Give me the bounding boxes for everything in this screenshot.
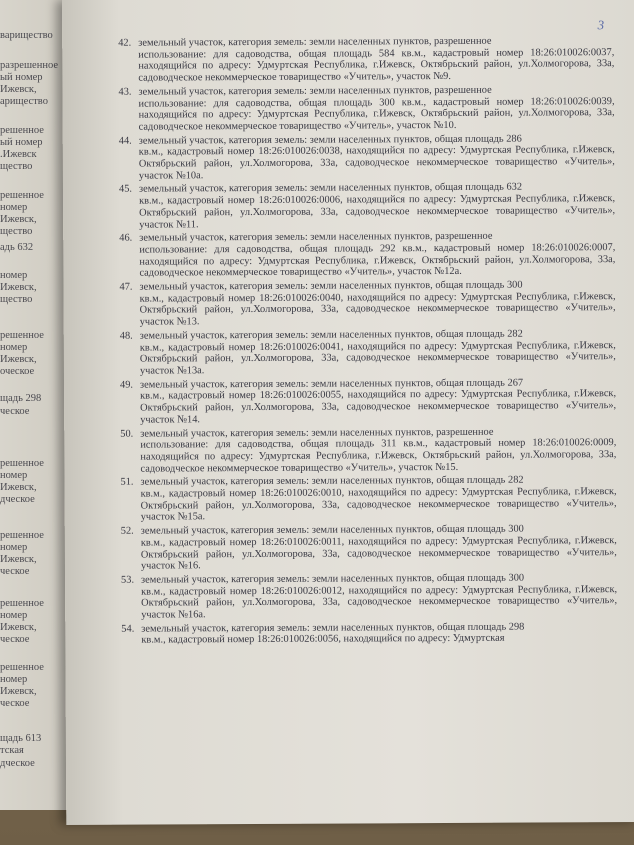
left-page-text-fragment: номер	[0, 610, 28, 621]
left-page-text-fragment: ый номер	[0, 137, 43, 148]
left-page-text-fragment: щество	[0, 161, 33, 172]
left-page-text-fragment: щество	[0, 226, 33, 237]
left-page-text-fragment: ческое	[0, 634, 30, 645]
list-item-number: 54.	[121, 623, 135, 635]
left-page-text-fragment: Ижевск,	[0, 214, 37, 225]
list-item-continuation: использование: для садоводства, общая площадь 584 кв.м., кадастровый номер 18:26:010026:0037, находящийся по адресу: Удмуртская Республика, г.Ижевск, Октябрьский район, ул.Холмогорова, 33а, садоводческое некоммерческое товарищество «Учитель», участок №9.	[138, 46, 615, 84]
list-item-continuation: кв.м., кадастровый номер 18:26:010026:0041, находящийся по адресу: Удмуртская Республика, г.Ижевск, Октябрьский район, ул.Холмогорова, 33а, садоводческое некоммерческое товарищество «Учитель», участок №13а.	[139, 339, 616, 377]
left-page-text-fragment: номер	[0, 202, 28, 213]
list-item-text: земельный участок, категория земель: земли населенных пунктов, общая площадь 300	[141, 572, 525, 586]
left-page-text-fragment: ческое	[0, 406, 30, 417]
left-page-text-fragment: номер	[0, 470, 28, 481]
list-item-continuation: кв.м., кадастровый номер 18:26:010026:0038, находящийся по адресу: Удмуртская Республика, г.Ижевск, Октябрьский район, ул.Холмогорова, 33а, садоводческое некоммерческое товарищество «Учитель», участок №10а.	[138, 144, 615, 182]
left-page-text-fragment: номер	[0, 270, 28, 281]
list-item-text: земельный участок, категория земель: земли населенных пунктов, общая площадь 267	[139, 377, 524, 391]
left-page-text-fragment: щадь 298	[0, 393, 42, 404]
list-item-text: земельный участок, категория земель: земли населенных пунктов, общая площадь 632	[138, 182, 523, 196]
left-page-text-fragment: щество	[0, 294, 33, 305]
left-page-text-fragment: разрешенное	[0, 60, 58, 71]
list-item-text: земельный участок, категория земель: земли населенных пунктов, общая площадь 298	[141, 621, 525, 635]
list-item	[121, 523, 617, 572]
left-page-text-fragment: номер	[0, 674, 28, 685]
list-item	[121, 621, 617, 647]
list-item-continuation: использование: для садоводства, общая площадь 311 кв.м., кадастровый номер 18:26:010026:0009, находящийся по адресу: Удмуртская Республика, г.Ижевск, Октябрьский район, ул.Холмогорова, 33а, садоводческое некоммерческое товарищество «Учитель», участок №15.	[140, 437, 617, 475]
list-item-text: земельный участок, категория земель: земли населенных пунктов, разрешенное	[140, 426, 494, 440]
left-page-text-fragment: Ижевск,	[0, 282, 37, 293]
list-item-continuation: кв.м., кадастровый номер 18:26:010026:0040, находящийся по адресу: Удмуртская Республика, г.Ижевск, Октябрьский район, ул.Холмогорова, 33а, садоводческое некоммерческое товарищество «Учитель», участок №13.	[139, 290, 616, 328]
list-item	[120, 377, 616, 426]
list-item	[120, 474, 616, 523]
left-page-text-fragment: Ижевск,	[0, 622, 37, 633]
list-item-number: 42.	[118, 37, 132, 49]
list-item	[120, 426, 616, 475]
list-item	[120, 328, 616, 377]
list-item	[121, 572, 617, 621]
list-item-number: 50.	[120, 428, 134, 440]
left-page-text-fragment: номер	[0, 342, 28, 353]
list-item-continuation: использование: для садоводства, общая площадь 292 кв.м., кадастровый номер 18:26:010026:0007, находящийся по адресу: Удмуртская Республика, г.Ижевск, Октябрьский район, ул.Холмогорова, 33а, садоводческое некоммерческое товарищество «Учитель», участок №12а.	[139, 242, 616, 279]
left-page-text-fragment: решенное	[0, 458, 44, 469]
left-page-text-fragment: решенное	[0, 330, 44, 341]
list-item-text: земельный участок, категория земель: земли населенных пунктов, разрешенное	[139, 230, 493, 244]
list-item-continuation: использование: для садоводства, общая площадь 300 кв.м., кадастровый номер 18:26:010026:0039, находящийся по адресу: Удмуртская Республика, г.Ижевск, Октябрьский район, ул.Холмогорова, 33а, садоводческое некоммерческое товарищество «Учитель», участок №10.	[138, 95, 615, 133]
left-page-text-fragment: очеcкое	[0, 366, 35, 377]
list-item-continuation: кв.м., кадастровый номер 18:26:010026:0056, находящийся по адресу: Удмуртская	[141, 633, 505, 647]
list-item-continuation: кв.м., кадастровый номер 18:26:010026:0055, находящийся по адресу: Удмуртская Республика, г.Ижевск, Октябрьский район, ул.Холмогорова, 33а, садоводческое некоммерческое товарищество «Учитель», участок №14.	[140, 388, 617, 426]
list-item-text: земельный участок, категория земель: земли населенных пунктов, разрешенное	[138, 84, 492, 98]
left-page-text-fragment: .Ижевск	[0, 149, 37, 160]
list-item-text: земельный участок, категория земель: земли населенных пунктов, общая площадь 282	[139, 328, 523, 342]
document-page	[62, 0, 634, 825]
left-page-text-fragment: дческое	[0, 494, 35, 505]
left-page-text-fragment: решенное	[0, 530, 44, 541]
left-page-text-fragment: решенное	[0, 190, 44, 201]
list-item-continuation: кв.м., кадастровый номер 18:26:010026:0010, находящийся по адресу: Удмуртская Республика, г.Ижевск, Октябрьский район, ул.Холмогорова, 33а, садоводческое некоммерческое товарищество «Учитель», участок №15а.	[140, 486, 617, 524]
left-page-text-fragment: решенное	[0, 598, 44, 609]
list-item	[118, 35, 614, 84]
list-item	[119, 182, 615, 231]
land-plot-list	[118, 35, 617, 649]
left-page-text-fragment: адь 632	[0, 242, 34, 253]
list-item-number: 46.	[119, 232, 133, 244]
left-page-text-fragment: ариществo	[0, 96, 48, 107]
left-page-text-fragment: ческое	[0, 566, 30, 577]
left-page-text-fragment: номер	[0, 542, 28, 553]
left-page-text-fragment: Ижевск,	[0, 84, 37, 95]
list-item-number: 47.	[119, 281, 133, 293]
left-page-text-fragment: Ижевск,	[0, 354, 37, 365]
list-item-text: земельный участок, категория земель: земли населенных пунктов, общая площадь 300	[140, 523, 524, 537]
list-item-text: земельный участок, категория земель: земли населенных пунктов, общая площадь 300	[139, 279, 523, 293]
left-page-text-fragment: дческое	[0, 758, 35, 769]
list-item-text: земельный участок, категория земель: земли населенных пунктов, общая площадь 282	[140, 474, 524, 488]
list-item-text: земельный участок, категория земель: земли населенных пунктов, разрешенное	[138, 35, 492, 49]
left-page-text-fragment: тская	[0, 745, 24, 756]
list-item	[118, 84, 614, 133]
left-page-text-fragment: щадь 613	[0, 733, 42, 744]
list-item-continuation: кв.м., кадастровый номер 18:26:010026:0012, находящийся по адресу: Удмуртская Республика, г.Ижевск, Октябрьский район, ул.Холмогорова, 33а, садоводческое некоммерческое товарищество «Учитель», участок №16а.	[141, 583, 618, 621]
list-item	[119, 133, 615, 182]
list-item-number: 48.	[119, 330, 133, 342]
list-item-continuation: кв.м., кадастровый номер 18:26:010026:0011, находящийся по адресу: Удмуртская Республика, г.Ижевск, Октябрьский район, ул.Холмогорова, 33а, садоводческое некоммерческое товарищество «Учитель», участок №16.	[140, 534, 617, 572]
list-item	[119, 279, 615, 328]
left-page-text-fragment: варищество	[0, 30, 53, 41]
list-item-number: 43.	[118, 86, 132, 98]
left-page-text-fragment: решенное	[0, 125, 44, 136]
list-item-number: 51.	[120, 476, 134, 489]
left-page-text-fragment: Ижевск,	[0, 482, 37, 493]
left-page-text-fragment: ый номер	[0, 72, 43, 83]
list-item-number: 49.	[119, 379, 134, 391]
list-item-number: 45.	[118, 184, 133, 196]
list-item-number: 53.	[121, 574, 135, 586]
list-item-number: 52.	[120, 525, 134, 537]
page-number: 3	[597, 17, 605, 33]
left-page-text-fragment: решенное	[0, 662, 44, 673]
list-item	[119, 230, 615, 279]
list-item-continuation: кв.м., кадастровый номер 18:26:010026:0006, находящийся по адресу: Удмуртская Республика, г.Ижевск, Октябрьский район, ул.Холмогорова, 33а, садоводческое некоммерческое товарищество «Учитель», участок №11.	[139, 193, 616, 231]
list-item-number: 44.	[118, 135, 132, 147]
left-page-text-fragment: Ижевск,	[0, 686, 37, 697]
left-page-text-fragment: ческое	[0, 698, 30, 709]
list-item-text: земельный участок, категория земель: земли населенных пунктов, общая площадь 286	[138, 133, 522, 147]
left-page-text-fragment: Ижевск,	[0, 554, 37, 565]
